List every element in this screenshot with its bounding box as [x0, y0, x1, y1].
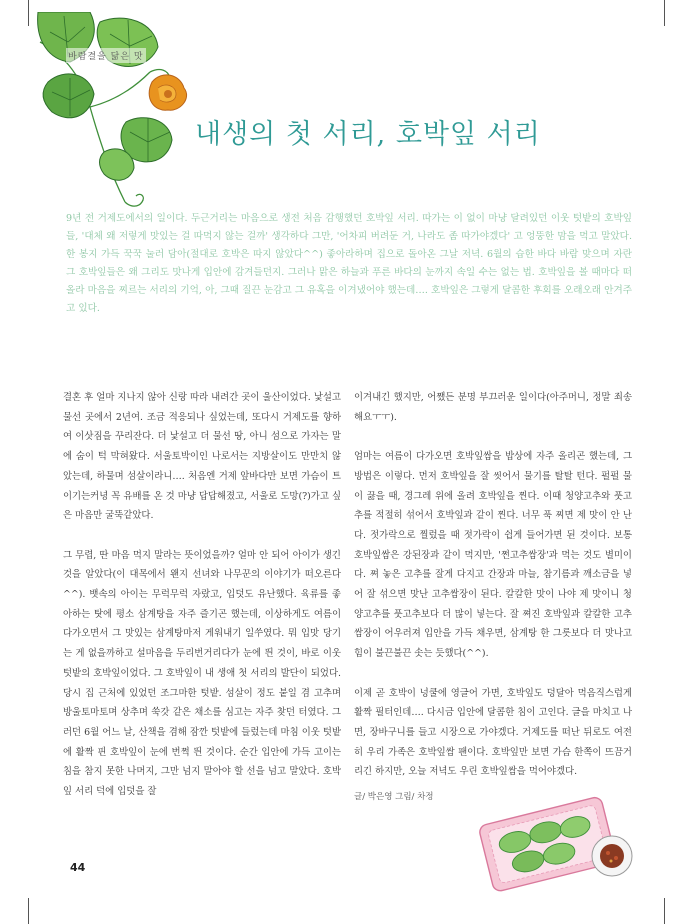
pumpkin-vine-illustration — [30, 12, 200, 217]
pumpkin-leaf-wraps-illustration — [478, 782, 638, 894]
crop-mark-bottom-right — [664, 898, 665, 924]
body-paragraph: 엄마는 여름이 다가오면 호박잎쌈을 밥상에 자주 올리곤 했는데, 그 방법은 이렇다. 먼저 호박잎을 잘 씻어서 물기를 탈탈 턴다. 펄펄 물이 끓을 때, 경그레 위에 올려 호박잎을 찐다. 이때 청양고추와 풋고추를 적절히 섞어서 호박잎과 같이 찐다. 너무 푹 찌면 제 맛이 안 난다. 젓가락으로 찔렀을 때 젓가락이 쉽게 들어가면 된 것이다. 보통 호박잎쌈은 강된장과 같이 먹지만, '쩐고추쌈장'과 먹는 것도 별미이다. 쪄 놓은 고추를 잘게 다지고 간장과 마늘, 참기름과 깨소금을 넣어 잘 섞으면 맛난 고추쌈장이 된다. 칼칼한 맛이 나야 제 맛이니 청양고추를 풋고추보다 더 많이 넣는다. 잘 쪄진 호박잎과 칼칼한 고추쌈장이 어우러져 입안을 가득 채우면, 삼계탕 한 그릇보다 더 맛나고 힘이 불끈불끈 솟는 듯했다(^^). — [354, 451, 632, 660]
right-column — [354, 388, 632, 808]
page-number: 44 — [70, 861, 86, 874]
body-paragraph: 이겨내긴 했지만, 어쨌든 분명 부끄러운 일이다(아주머니, 정말 죄송해요ㅜㅜ). — [354, 392, 632, 423]
article-title: 내생의 첫 서리, 호박잎 서리 — [195, 119, 541, 150]
section-label: 바람결을 닮은 맛 — [66, 48, 146, 63]
left-column — [63, 388, 341, 821]
crop-mark-bottom-left — [28, 898, 29, 924]
author-credit: 글/ 박은영 그림/ 차정 — [354, 792, 434, 803]
body-paragraph: 그 무렵, 딴 마음 먹지 말라는 뜻이었을까? 얼마 안 되어 아이가 생긴 것을 알았다(이 대목에서 왠지 선녀와 나무꾼의 이야기가 떠오른다^^). 뱃속의 아이는 무럭무럭 자랐고, 입덧도 유난했다. 육류를 좋아하는 탓에 평소 삼계탕을 자주 즐기곤 했는데, 이상하게도 여름이 다가오면서 그 맛있는 삼계탕마저 게워내기 일쑤였다. 뭐 입맛 당기는 게 없을까하고 설마음을 두리번거리다가 눈에 띈 것이, 바로 이웃 텃밭의 호박잎이었다. 그 호박잎이 내 생애 첫 서리의 발단이 되었다. 당시 집 근처에 있었던 조그마한 텃밭. 섬살이 정도 붙일 겸 고추며 방울토마토며 상추며 쑥갓 같은 채소를 심고는 자주 찾던 터였다. 그러던 6월 어느 날, 산책을 겸해 잠깐 텃밭에 들렀는데 마침 이웃 텃밭에 활짝 핀 호박잎이 눈에 번쩍 띈 것이다. 순간 입안에 가득 고이는 침을 참지 못한 나머지, 그만 넘지 말아야 할 선을 넘고 말았다. 호박잎 서리 덕에 입덧을 잘 — [63, 549, 341, 798]
crop-mark-top-right — [664, 0, 665, 26]
intro-paragraph: 9년 전 거제도에서의 일이다. 두근거리는 마음으로 생전 처음 감행했던 호박잎 서리. 따가는 이 없이 마냥 달려있던 이웃 텃밭의 호박잎들, '대체 왜 저렇게 맛있는 걸 따먹지 않는 걸까' 생각하다 그만, '어차피 버려둔 거, 나라도 좀 따가야겠다' 고 엉뚱한 맘을 먹고 말았다. 한 봉지 가득 꾹꾹 눌러 담아(절대로 호박은 따지 않았다^^) 좋아라하며 집으로 돌아온 그날 저녁. 6월의 습한 바다 바람 맞으며 자란 그 호박잎들은 왜 그리도 맛나게 입안에 감겨들던지. 그러나 맑은 하늘과 푸른 바다의 눈까지 속일 수는 없는 법. 호박잎을 볼 때마다 떠올라 마음을 찌르는 서리의 기억, 아, 그때 질끈 눈감고 그 유혹을 이겨냈어야 했는데…. 호박잎은 그렇게 달콤한 후회를 오래오래 안겨주고 있다. — [66, 213, 632, 314]
crop-mark-top-left — [28, 0, 29, 26]
body-paragraph: 결혼 후 얼마 지나지 않아 신랑 따라 내려간 곳이 울산이었다. 낯설고 물선 곳에서 2년여. 조금 적응되나 싶었는데, 또다시 거제도를 향하여 이삿짐을 꾸리잔다. 더 낯설고 더 물선 땅, 아니 섬으로 가자는 말에 숨이 턱 막혀왔다. 서울토박이인 나로서는 지방살이도 만만치 않았는데, 하물며 섬살이라니…. 처음엔 거제 앞바다만 보면 가슴이 트이기는커녕 꼭 유배를 온 것 마냥 답답해졌고, 서울로 도망(?)가고 싶은 마음만 굴뚝같았다. — [63, 392, 341, 522]
body-paragraph: 이제 곧 호박이 넝쿨에 영글어 가면, 호박잎도 덩달아 먹음직스럽게 활짝 필터인데…. 다시금 입안에 달콤한 침이 고인다. 글을 마치고 나면, 장바구니를 들고 시장으로 가야겠다. 거제도를 떠난 뒤로도 여전히 우리 가족은 호박잎쌈 팬이다. 호박잎만 보면 가슴 한쪽이 뜨끔거리긴 하지만, 오늘 저녁도 우린 호박잎쌈을 먹어야겠다. — [354, 687, 632, 778]
